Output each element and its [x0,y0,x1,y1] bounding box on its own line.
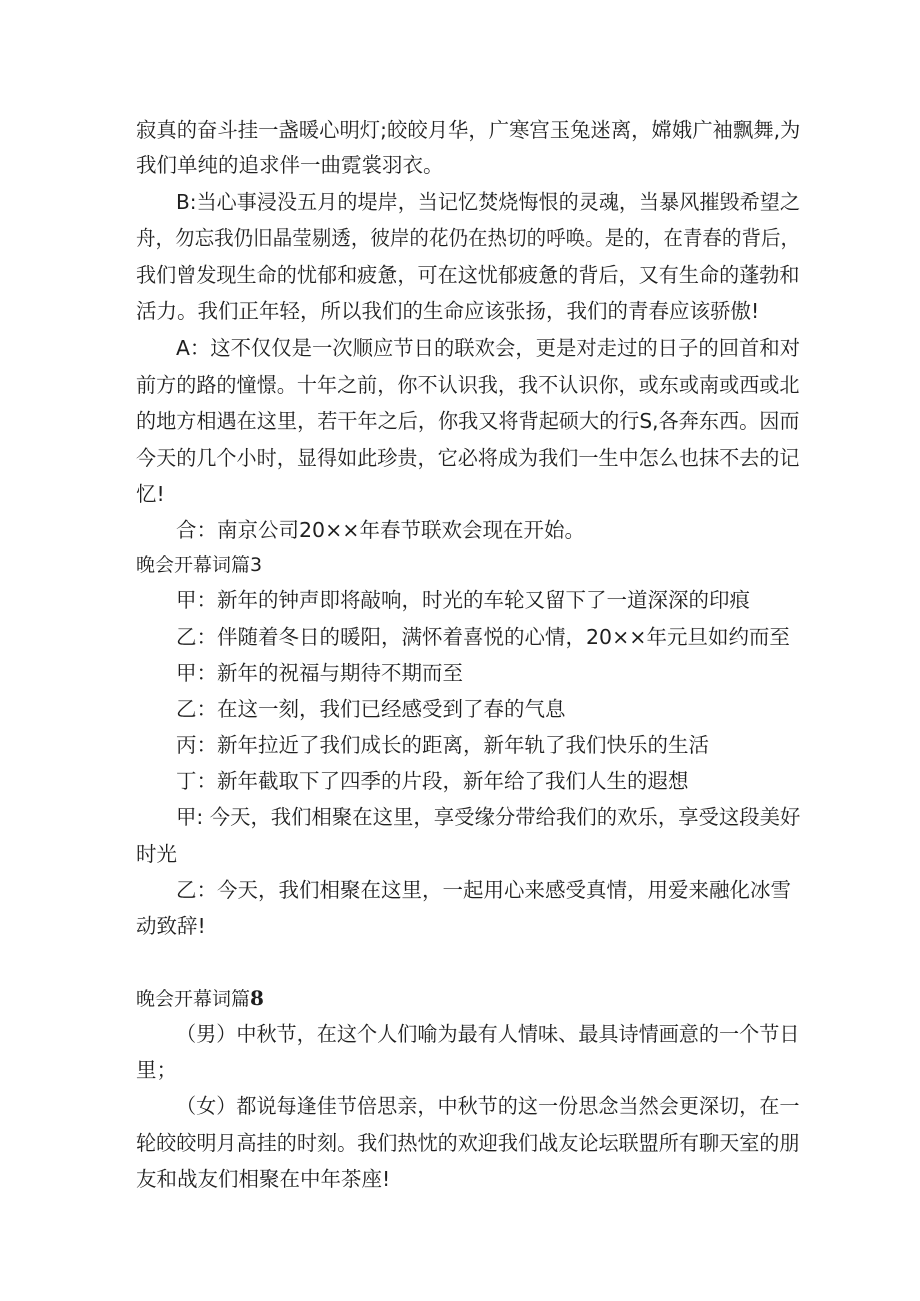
paragraph-line: 里； [136,1058,177,1082]
paragraph-line: 前方的路的憧憬。十年之前，你不认识我，我不认识你，或东或南或西或北 [136,373,800,397]
paragraph-line: 寂真的奋斗挂一盏暖心明灯;皎皎月华，广寒宫玉兔迷离，嫦娥广袖飘舞,为 [136,118,801,142]
section-heading-number: 8 [250,986,264,1010]
paragraph-line: 我们曾发现生命的忧郁和疲惫，可在这忧郁疲惫的背后，又有生命的蓬勃和 [136,263,800,287]
dialogue-line: 丁：新年截取下了四季的片段，新年给了我们人生的遐想 [176,769,689,793]
dialogue-line: 丙：新年拉近了我们成长的距离，新年轨了我们快乐的生活 [176,733,709,757]
paragraph-line: 友和战友们相聚在中年茶座! [136,1167,391,1191]
paragraph-line: 轮皎皎明月高挂的时刻。我们热忱的欢迎我们战友论坛联盟所有聊天室的朋 [136,1131,800,1155]
paragraph-line: 今天的几个小时，显得如此珍贵，它必将成为我们一生中怎么也抹不去的记 [136,446,800,470]
paragraph-line: （男）中秋节，在这个人们喻为最有人情味、最具诗情画意的一个节日 [176,1022,800,1046]
dialogue-line: 甲：新年的钟声即将敲响，时光的车轮又留下了一道深深的印痕 [176,588,750,612]
paragraph-line: 合：南京公司20××年春节联欢会现在开始。 [176,518,585,542]
paragraph-line: 的地方相遇在这里，若干年之后，你我又将背起硕大的行S,各奔东西。因而 [136,409,800,433]
paragraph-line: 舟，勿忘我仍旧晶莹剔透，彼岸的花仍在热切的呼唤。是的，在青春的背后， [136,226,801,250]
paragraph-line: A：这不仅仅是一次顺应节日的联欢会，更是对走过的日子的回首和对 [176,336,801,360]
dialogue-line: 甲: 今天，我们相聚在这里，享受缘分带给我们的欢乐，享受这段美好 [176,805,801,829]
paragraph-line: 活力。我们正年轻，所以我们的生命应该张扬，我们的青春应该骄傲! [136,299,760,323]
dialogue-line: 乙：今天，我们相聚在这里，一起用心来感受真情，用爱来融化冰雪 [176,878,791,902]
dialogue-line: 乙：在这一刻，我们已经感受到了春的气息 [176,697,566,721]
section-heading [136,985,264,1012]
dialogue-line: 乙：伴随着冬日的暖阳，满怀着喜悦的心情，20××年元旦如约而至 [176,625,790,649]
dialogue-line: 时光 [136,842,177,866]
section-heading: 晚会开幕词篇3 [136,554,263,576]
section-heading-text: 晚会开幕词篇 [136,988,251,1010]
paragraph-line: 忆! [136,482,165,506]
paragraph-line: 我们单纯的追求伴一曲霓裳羽衣。 [136,153,444,177]
dialogue-line: 甲：新年的祝福与期待不期而至 [176,661,463,685]
dialogue-line: 动致辞! [136,914,206,938]
paragraph-line: B:当心事浸没五月的堤岸，当记忆焚烧悔恨的灵魂，当暴风摧毁希望之 [176,190,800,214]
paragraph-line: （女）都说每逢佳节倍思亲，中秋节的这一份思念当然会更深切，在一 [176,1094,800,1118]
